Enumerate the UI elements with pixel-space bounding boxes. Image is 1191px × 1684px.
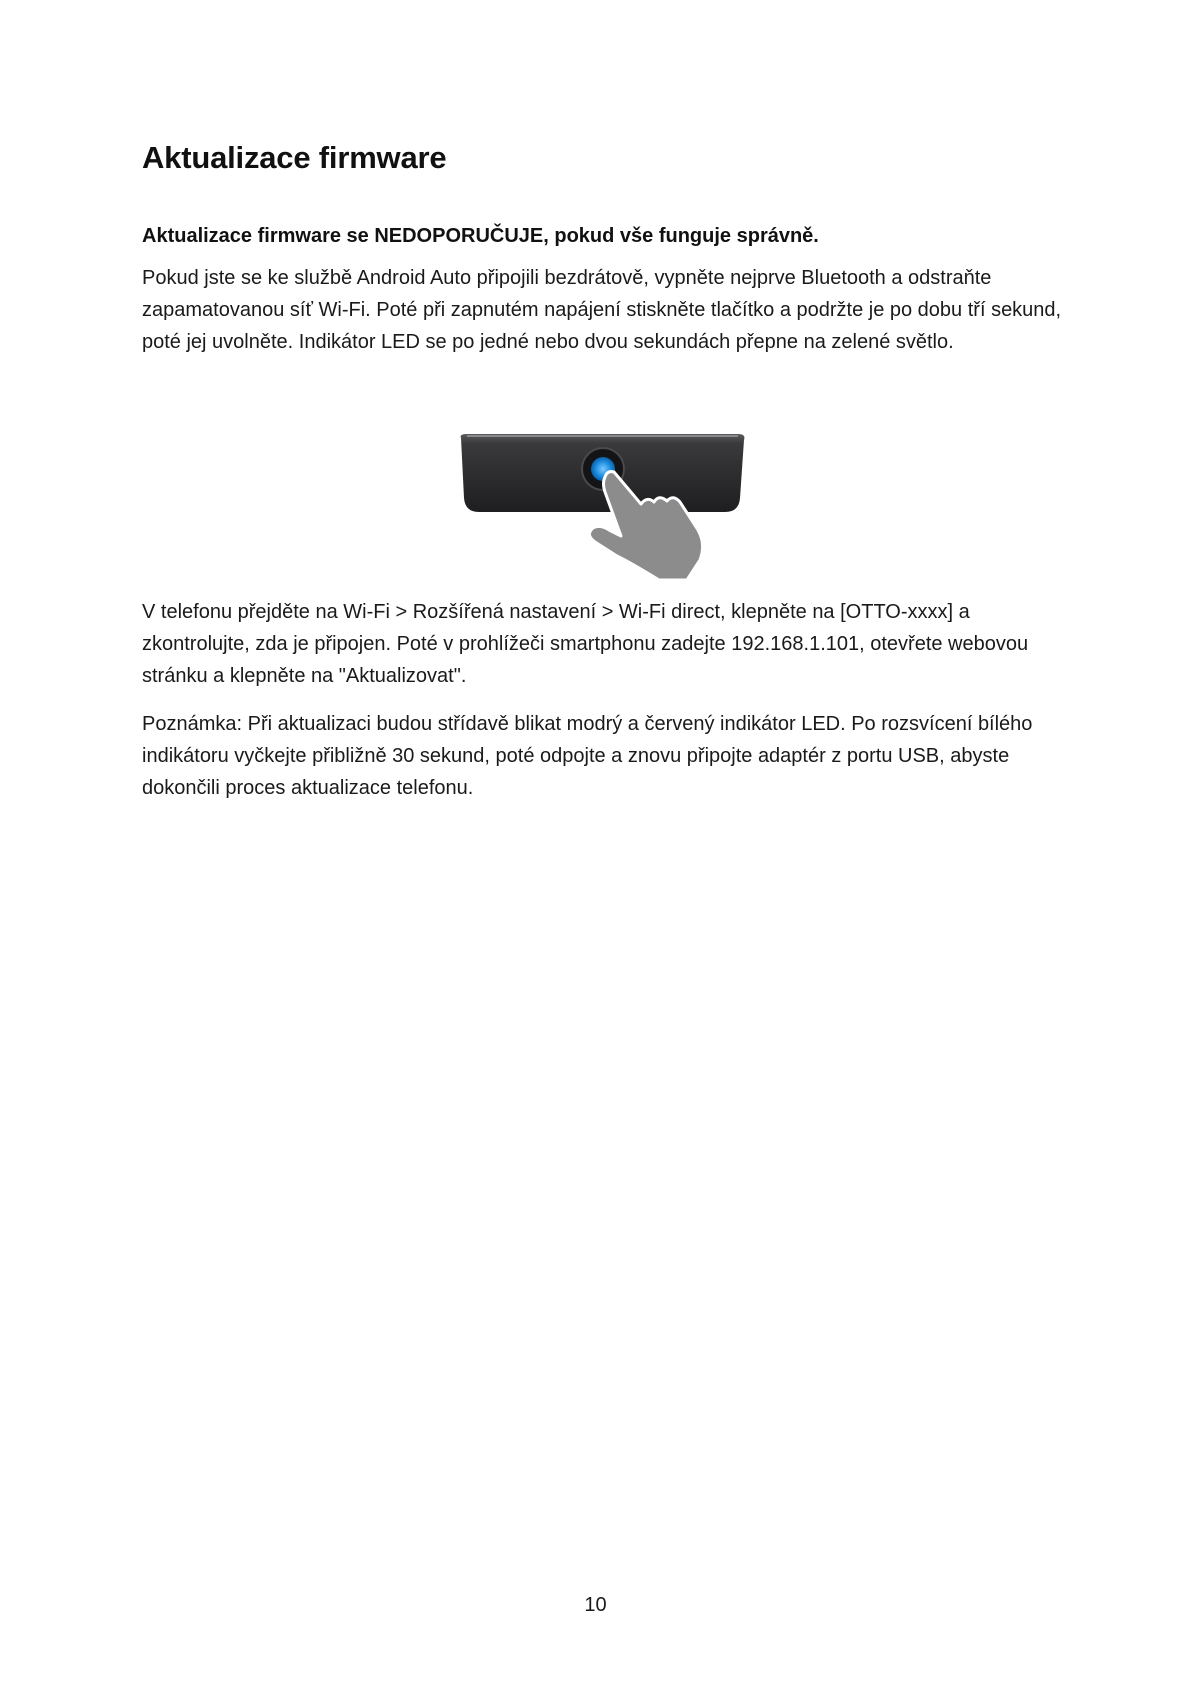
device-button-press-illustration bbox=[455, 432, 750, 582]
lower-content bbox=[142, 596, 1062, 804]
paragraph-bluetooth-reset: Pokud jste se ke službě Android Auto připojili bezdrátově, vypněte nejprve Bluetooth a odstraňte zapamatovanou síť Wi-Fi. Poté při zapnutém napájení stiskněte tlačítko a podržte je po dobu tří sekund, poté jej uvolněte. Indikátor LED se po jedné nebo dvou sekundách přepne na zelené světlo. bbox=[142, 267, 1062, 353]
device-button-press-icon bbox=[455, 432, 750, 582]
page-title: Aktualizace firmware bbox=[142, 140, 447, 175]
paragraph-wifi-direct: V telefonu přejděte na Wi-Fi > Rozšířená nastavení > Wi-Fi direct, klepněte na [OTTO-xxxx] a zkontrolujte, zda je připojen. Poté v prohlížeči smartphonu zadejte 192.168.1.101, otevřete webovou stránku a klepněte na "Aktualizovat". bbox=[142, 601, 1029, 687]
warning-text: Aktualizace firmware se NEDOPORUČUJE, pokud vše funguje správně. bbox=[142, 225, 819, 247]
upper-content bbox=[142, 140, 1062, 358]
paragraph-note: Poznámka: Při aktualizaci budou střídavě blikat modrý a červený indikátor LED. Po rozsvícení bílého indikátoru vyčkejte přibližně 30 sekund, poté odpojte a znovu připojte adaptér z portu USB, abyste dokončili proces aktualizace telefonu. bbox=[142, 713, 1033, 799]
page-number: 10 bbox=[584, 1594, 607, 1616]
